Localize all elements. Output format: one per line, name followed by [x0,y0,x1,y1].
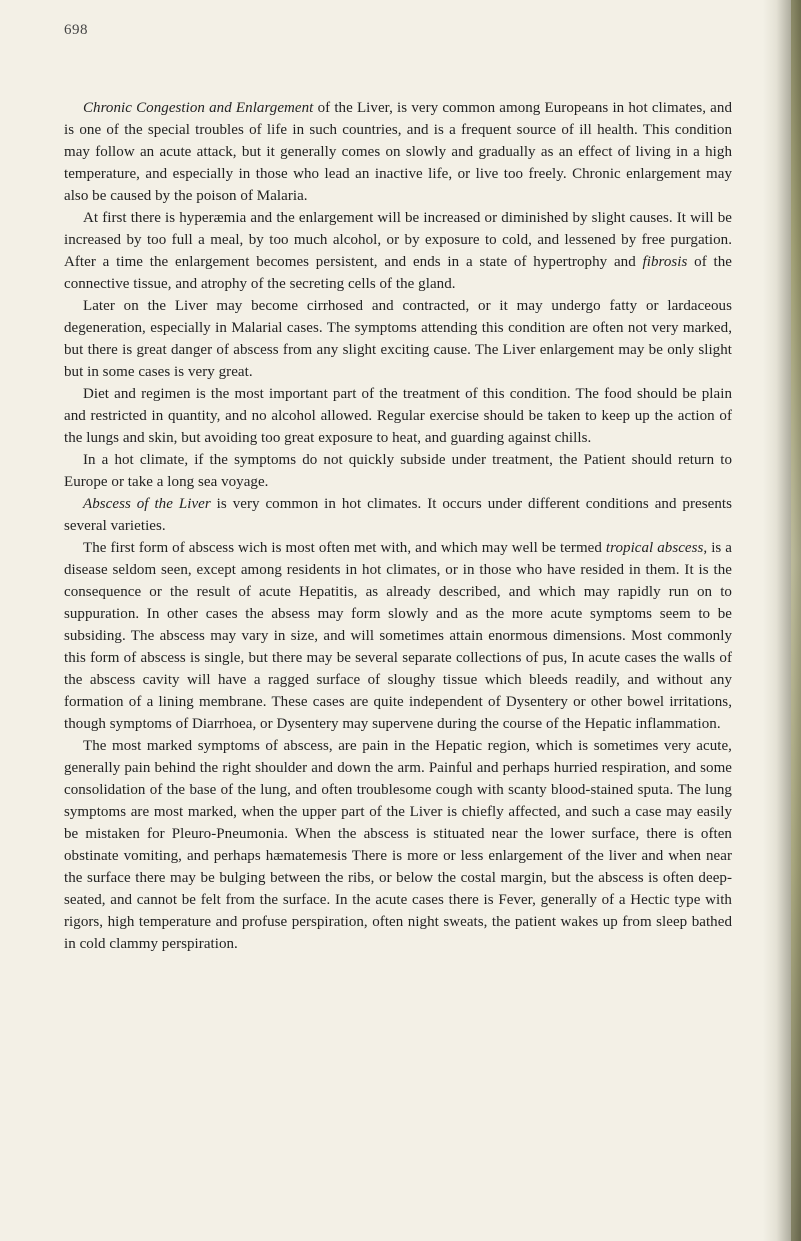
section-heading-italic: Abscess of the Liver [83,496,211,512]
paragraph-text: , is a disease seldom seen, except among residents in hot climates, or in those who have resided in them. It is the consequence or the result of acute Hepatitis, as already described, and which may rapidly run on to suppuration. In other cases the absess may form slowly and as the more acute symptoms seem to be subsiding. The abscess may vary in size, and will sometimes attain enormous dimensions. Most commonly this form of abscess is single, but there may be several separate collections of pus, In acute cases the walls of the abscess cavity will have a ragged surface of sloughy tissue which bleeds readily, and without any formation of a lining membrane. These cases are quite independent of Dysentery or other bowel irritations, though symptoms of Diarrhoea, or Dysentery may supervene during the course of the Hepatic inflammation. [64,540,732,732]
page-edge-strip [791,0,801,1241]
italic-term: fibrosis [642,254,688,270]
paragraph: Diet and regimen is the most important part of the treatment of this condition. The food should be plain and restricted in quantity, and no alcohol allowed. Regular exercise should be taken to keep up the action of the lungs and skin, but avoiding too great exposure to heat, and guarding against chills. [64,386,732,446]
paragraph-text: At first there is hyperæmia and the enlargement will be increased or diminished by slight causes. It will be increased by too full a meal, by too much alcohol, or by exposure to cold, and lessened by free purgation. After a time the enlargement becomes persistent, and ends in a state of hypertrophy and [64,210,732,270]
paragraph-text: of the connective tissue, and atrophy of the secreting cells of the gland. [64,254,733,292]
paragraph [64,97,732,207]
paragraph: Later on the Liver may become cirrhosed and contracted, or it may undergo fatty or lardaceous degeneration, especially in Malarial cases. The symptoms attending this condition are often not very marked, but there is great danger of abscess from any slight exciting cause. The Liver enlargement may be only slight but in some cases is very great. [64,298,732,380]
section-heading-italic: Chronic Congestion and Enlargement [83,100,314,116]
paragraph [64,537,732,735]
paragraph [64,493,732,537]
paragraph-text: of the Liver, is very common among Europeans in hot climates, and is one of the special troubles of life in such countries, and is a frequent source of ill health. This condition may follow an acute attack, but it generally comes on slowly and gradually as an effect of living in a high temperature, and especially in those who lead an inactive life, or live too freely. Chronic enlargement may also be caused by the poison of Malaria. [64,100,732,204]
paragraph-text: is very common in hot climates. It occurs under different conditions and presents several varieties. [64,496,732,534]
paragraph: The most marked symptoms of abscess, are pain in the Hepatic region, which is sometimes very acute, generally pain behind the right shoulder and down the arm. Painful and perhaps hurried respiration, and some consolidation of the base of the lung, and often troublesome cough with scanty blood-stained sputa. The lung symptoms are most marked, when the upper part of the Liver is chiefly affected, and such a case may easily be mistaken for Pleuro-Pneumonia. When the abscess is stituated near the lower surface, there is often obstinate vomiting, and perhaps hæmatemesis There is more or less enlargement of the liver and when near the surface there may be bulging between the ribs, or below the costal margin, but the abscess is often deep-seated, and cannot be felt from the surface. In the acute cases there is Fever, generally of a Hectic type with rigors, high temperature and profuse perspiration, often night sweats, the patient wakes up from sleep bathed in cold clammy perspiration. [64,738,732,952]
paragraph [64,207,732,295]
body-text [64,97,732,955]
page-number: 698 [64,22,88,38]
paragraph-text: The first form of abscess wich is most often met with, and which may well be termed [83,540,606,556]
italic-term: tropical abscess [605,540,704,556]
paragraph: In a hot climate, if the symptoms do not quickly subside under treatment, the Patient should return to Europe or take a long sea voyage. [64,452,732,490]
